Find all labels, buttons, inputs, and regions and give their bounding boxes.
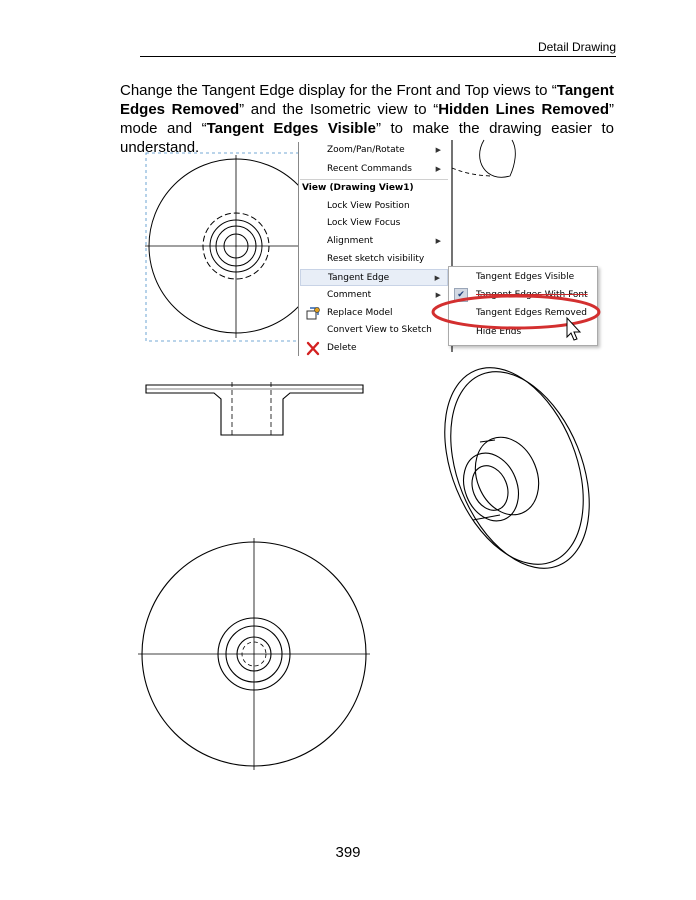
menu-item-replace-model[interactable] — [300, 305, 448, 322]
context-menu — [298, 140, 450, 358]
menu-item-recent-commands[interactable] — [300, 161, 448, 178]
view-selection-box — [146, 153, 322, 341]
menu-item-label: Tangent Edge — [328, 273, 390, 283]
bottom-front-view — [138, 538, 370, 770]
intro-text-1: Change the Tangent Edge display for the Front and Top views to “ — [120, 82, 557, 99]
menu-item-delete[interactable] — [300, 340, 448, 357]
menu-item-label: Lock View Focus — [327, 218, 401, 228]
menu-item-label: Recent Commands — [327, 164, 412, 174]
menu-item-label: Comment — [327, 290, 372, 300]
intro-bold-3: Tangent Edges Visible — [206, 120, 376, 137]
intro-text-2: ” and the Isometric view to “ — [239, 101, 439, 118]
intro-bold-1: Tangent Edges Removed — [120, 82, 614, 118]
menu-left-edge — [298, 142, 299, 356]
menu-section-label: View (Drawing View1) — [302, 183, 414, 193]
menu-item-label: Replace Model — [327, 308, 393, 318]
submenu-item-with-font[interactable] — [449, 287, 595, 304]
menu-item-tangent-edge[interactable] — [300, 269, 448, 286]
menu-item-lock-position[interactable] — [300, 198, 448, 215]
menu-item-alignment[interactable] — [300, 233, 448, 250]
submenu-arrow-icon: ▶ — [435, 165, 441, 173]
menu-item-label: Lock View Position — [327, 201, 410, 211]
page-number: 399 — [335, 844, 361, 861]
menu-item-label: Alignment — [327, 236, 374, 246]
intro-text-4: ” to make the drawing easier to understand. — [120, 120, 614, 156]
intro-text-3: ” mode and “ — [120, 101, 614, 137]
menu-item-label: Convert View to Sketch — [327, 325, 432, 335]
checkmark-icon: ✔ — [454, 288, 468, 302]
submenu-item-hide-ends[interactable] — [449, 324, 595, 341]
submenu-item-label: Tangent Edges Visible — [476, 272, 575, 282]
isometric-view — [418, 347, 616, 588]
menu-item-label: Reset sketch visibility — [327, 254, 425, 264]
replace-model-icon — [305, 306, 321, 321]
running-header: Detail Drawing — [537, 40, 616, 54]
menu-item-label: Zoom/Pan/Rotate — [327, 145, 405, 155]
menu-item-lock-focus[interactable] — [300, 215, 448, 232]
intro-bold-2: Hidden Lines Removed — [438, 101, 609, 118]
top-view — [146, 382, 363, 437]
submenu-arrow-icon: ▶ — [434, 274, 440, 282]
submenu-item-label: Hide Ends — [476, 327, 522, 337]
menu-item-comment[interactable] — [300, 287, 448, 304]
submenu-item-label: Tangent Edges Removed — [476, 308, 588, 318]
menu-section-header — [300, 180, 448, 197]
tangent-edge-submenu — [448, 266, 598, 346]
submenu-arrow-icon: ▶ — [435, 291, 441, 299]
menu-item-label: Delete — [327, 343, 357, 353]
submenu-arrow-icon: ▶ — [435, 146, 441, 154]
submenu-item-label: Tangent Edges With Font — [476, 290, 588, 300]
menu-item-zoom[interactable] — [300, 142, 448, 159]
menu-item-reset-sketch[interactable] — [300, 251, 448, 268]
submenu-item-visible[interactable] — [449, 269, 595, 286]
menu-item-convert-view[interactable] — [300, 322, 448, 339]
submenu-item-removed[interactable] — [449, 305, 595, 322]
submenu-arrow-icon: ▶ — [435, 237, 441, 245]
delete-x-icon — [305, 341, 321, 356]
